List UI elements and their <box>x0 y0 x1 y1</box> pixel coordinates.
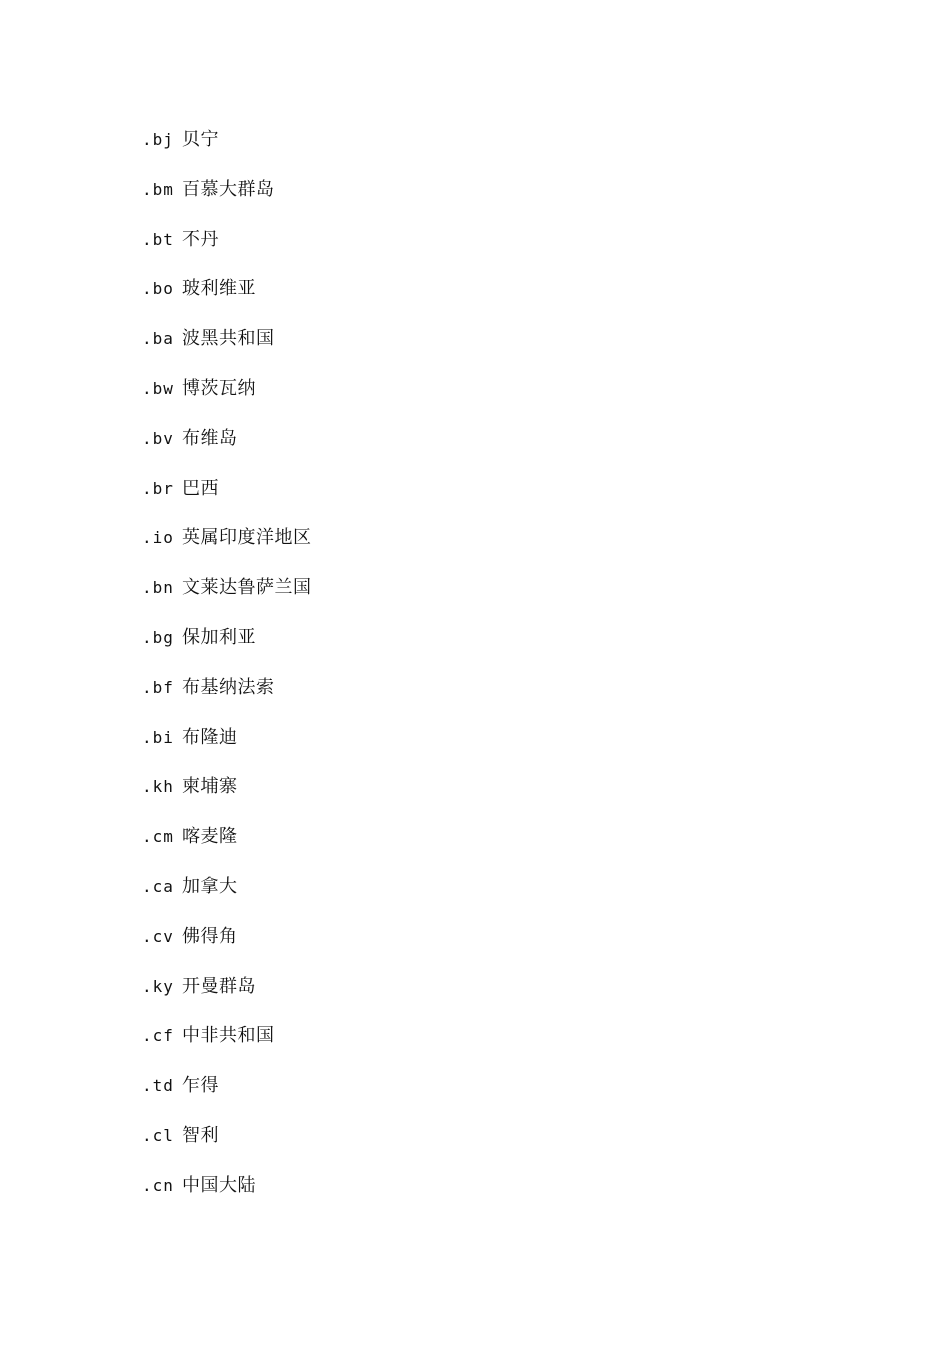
country-name: 保加利亚 <box>182 626 256 648</box>
domain-code: .bw <box>142 378 174 398</box>
list-item <box>142 325 312 375</box>
domain-code: .cm <box>142 827 174 847</box>
country-name: 布维岛 <box>182 427 238 449</box>
domain-code: .bg <box>142 627 174 647</box>
list-item <box>142 773 312 823</box>
domain-code: .bt <box>142 229 174 249</box>
list-item <box>142 375 312 425</box>
country-name: 智利 <box>182 1124 219 1146</box>
list-item <box>142 126 312 176</box>
list-item <box>142 1172 312 1222</box>
country-name: 柬埔寨 <box>182 776 238 798</box>
list-item <box>142 1022 312 1072</box>
country-name: 文莱达鲁萨兰国 <box>182 577 312 599</box>
country-name: 开曼群岛 <box>182 975 256 997</box>
list-item <box>142 873 312 923</box>
list-item <box>142 176 312 226</box>
list-item <box>142 923 312 973</box>
domain-code: .bo <box>142 279 174 299</box>
domain-code: .bv <box>142 428 174 448</box>
list-item <box>142 275 312 325</box>
list-item <box>142 674 312 724</box>
country-name: 贝宁 <box>182 129 219 150</box>
country-name: 佛得角 <box>182 925 238 947</box>
list-item <box>142 973 312 1023</box>
domain-code: .cn <box>142 1175 174 1195</box>
country-name: 布隆迪 <box>182 726 238 748</box>
country-name: 波黑共和国 <box>182 328 275 350</box>
list-item <box>142 1122 312 1172</box>
list-item <box>142 724 312 774</box>
country-name: 不丹 <box>182 228 219 250</box>
country-name: 中非共和国 <box>182 1025 275 1047</box>
domain-code: .cf <box>142 1026 174 1046</box>
country-name: 玻利维亚 <box>182 278 256 300</box>
domain-code: .br <box>142 478 174 498</box>
list-item <box>142 475 312 525</box>
domain-code: .ba <box>142 329 174 349</box>
domain-code: .kh <box>142 777 174 797</box>
country-name: 布基纳法索 <box>182 676 275 698</box>
country-name: 中国大陆 <box>182 1174 256 1196</box>
domain-code: .bm <box>142 179 174 199</box>
domain-code: .ky <box>142 976 174 996</box>
country-name: 加拿大 <box>182 875 238 897</box>
list-item <box>142 226 312 276</box>
list-item <box>142 624 312 674</box>
domain-code: .ca <box>142 876 174 896</box>
list-item <box>142 425 312 475</box>
country-name: 英属印度洋地区 <box>182 527 312 549</box>
domain-code: .cv <box>142 926 174 946</box>
list-item <box>142 524 312 574</box>
domain-list <box>142 126 312 1222</box>
list-item <box>142 574 312 624</box>
domain-code: .io <box>142 528 174 548</box>
country-name: 博茨瓦纳 <box>182 377 256 399</box>
country-name: 百慕大群岛 <box>182 178 275 200</box>
domain-code: .bn <box>142 578 174 598</box>
domain-code: .bi <box>142 727 174 747</box>
domain-code: .td <box>142 1076 174 1096</box>
list-item <box>142 823 312 873</box>
country-name: 巴西 <box>182 477 219 499</box>
domain-code: .cl <box>142 1125 174 1145</box>
domain-code: .bf <box>142 677 174 697</box>
list-item <box>142 1072 312 1122</box>
country-name: 乍得 <box>182 1075 219 1097</box>
country-name: 喀麦隆 <box>182 826 238 848</box>
domain-code: .bj <box>142 130 174 149</box>
